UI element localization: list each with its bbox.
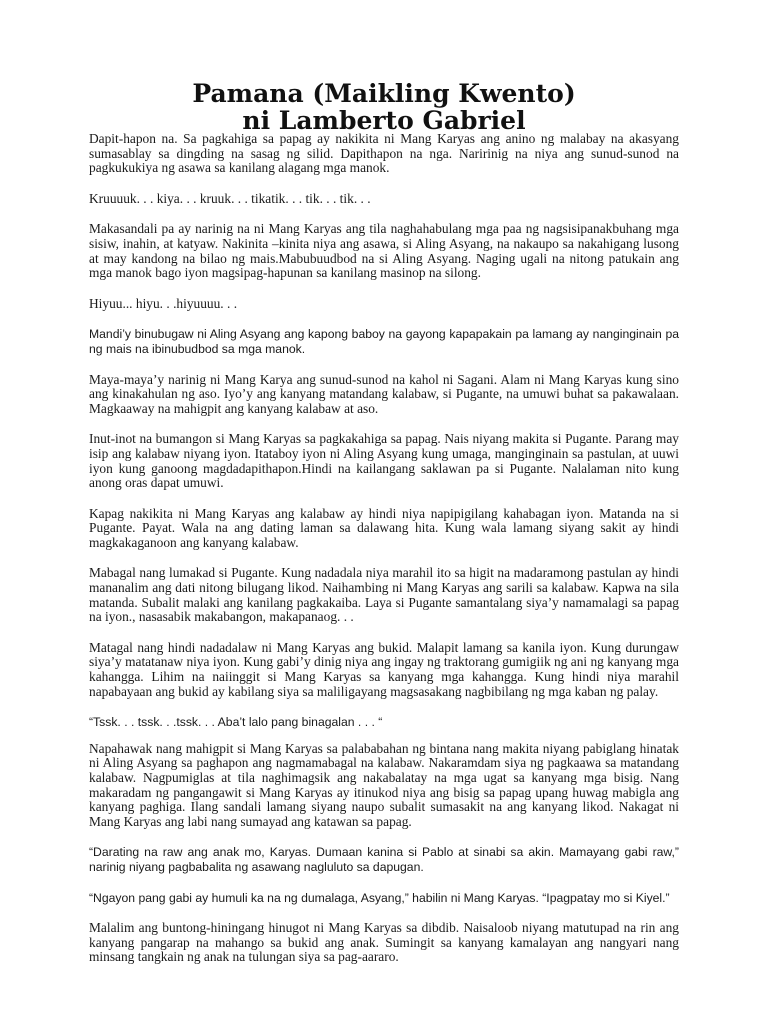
paragraph: Mabagal nang lumakad si Pugante. Kung nadadala niya marahil ito sa higit na madaramong pastulan ay hindi mananalim ang dati nitong bilugang likod. Naihambing ni Mang Karyas ang sarili sa kalabaw. Kapwa na sila matanda. Subalit malaki ang kanilang pagkakaiba. Laya si Pugante samantalang siya’y namamalagi sa papag na iyon., nasasabik makabangon, makapanaog. . . — [89, 565, 679, 625]
paragraph: Dapit-hapon na. Sa pagkahiga sa papag ay nakikita ni Mang Karyas ang anino ng malabay na akasyang sumasablay sa dingding na sasag ng silid. Dapithapon na nga. Naririnig na niya ang sunud-sunod na pagkukukiya ng asawa sa kanilang alagang mga manok. — [89, 131, 679, 176]
paragraph: “Ngayon pang gabi ay humuli ka na ng dumalaga, Asyang,” habilin ni Mang Karyas. “Ipagpatay mo si Kiyel.” — [89, 890, 670, 905]
paragraph: “Tssk. . . tssk. . .tssk. . . Aba’t lalo pang binagalan . . . “ — [89, 715, 383, 730]
paragraph: Napahawak nang mahigpit si Mang Karyas sa palababahan ng bintana nang makita niyang pabiglang hinatak ni Aling Asyang sa paghapon ang nagmamabagal na kalabaw. Nakaramdam siya ng pagkaawa sa matandang kalabaw. Nagpumiglas at tila naghimagsik ang nakabalatay na mga ugat sa kanyang mga bisig. Nang makaradam ng pangangawit si Mang Karyas ay itinukod niya ang bisig sa papag upang huwag mabigla ang kanyang paghiga. Ilang sandali lamang siyang naupo subalit sumasakit na ang kanyang likod. Nakagat ni Mang Karyas ang labi nang sumayad ang katawan sa papag. — [89, 740, 679, 829]
paragraph: Makasandali pa ay narinig na ni Mang Karyas ang tila naghahabulang mga paa ng nagsisipanakbuhang mga sisiw, inahin, at katyaw. Nakinita –kinita niya ang asawa, si Aling Asyang, na nakaupo sa nakahigang lusong at may kandong na bilao ng mais.Mabubuudbod na si Aling Asyang. Naging ugali na nitong patukain ang mga manok bago iyon magsipag-hapunan sa kanilang masinop na silong. — [89, 221, 679, 281]
document-author-line: ni Lamberto Gabriel — [242, 106, 526, 135]
story-body — [89, 132, 679, 981]
paragraph: Kapag nakikita ni Mang Karyas ang kalabaw ay hindi niya napipigilang kahabagan iyon. Matanda na si Pugante. Payat. Wala na ang dating laman sa dalawang hita. Kung wala lamang siyang sakit ay hindi magkakaganoon ang kanyang kalabaw. — [89, 505, 679, 550]
paragraph: Maya-maya’y narinig ni Mang Karya ang sunud-sunod na kahol ni Sagani. Alam ni Mang Karyas kung sino ang kinakahulan ng aso. Iyo’y ang kanyang matandang kalabaw, si Pugante, na umuwi buhat sa pakawalaan. Magkaaway na mahigpit ang kanyang kalabaw at aso. — [89, 371, 679, 416]
paragraph: Matagal nang hindi nadadalaw ni Mang Karyas ang bukid. Malapit lamang sa kanila iyon. Kung durungaw siya’y matatanaw niya iyon. Kung gabi’y dinig niya ang ingay ng traktorang gumigiik ng ani ng kanyang mga kahangga. Lihim na naiinggit si Mang Karyas sa kanyang mga kahangga. Kung hindi niya marahil napabayaan ang bukid ay kabilang siya sa maliligayang magsasakang nagbibilang ng mga kaban ng palay. — [89, 639, 679, 699]
paragraph: Inut-inot na bumangon si Mang Karyas sa pagkakahiga sa papag. Nais niyang makita si Pugante. Parang may isip ang kalabaw niyang iyon. Itataboy iyon ni Aling Asyang kung umaga, manginginain sa pastulan, at uuwi iyon kung ganoong magdadapithapon.Hindi na kailangang saklawan pa si Pugante. Nalalaman nito kung anong oras dapat umuwi. — [89, 431, 679, 491]
paragraph: Malalim ang buntong-hiningang hinugot ni Mang Karyas sa dibdib. Naisaloob niyang matutupad na rin ang kanyang pangarap na mahango sa bukid ang anak. Sumingit sa kanyang kamalayan ang nangyari nang minsang tangkain ng anak na tulungan siya sa pag-aararo. — [89, 920, 679, 965]
paragraph: “Darating na raw ang anak mo, Karyas. Dumaan kanina si Pablo at sinabi sa akin. Mamayang gabi raw,” narinig niyang pagbabalita ng asawang nagluluto sa dapugan. — [89, 845, 679, 874]
document-title: Pamana (Maikling Kwento) — [192, 79, 576, 108]
paragraph: Mandi’y binubugaw ni Aling Asyang ang kapong baboy na gayong kapapakain pa lamang ay nanginginain pa ng mais na ibinubudbod sa mga manok. — [89, 327, 679, 356]
paragraph: Hiyuu... hiyu. . .hiyuuuu. . . — [89, 295, 238, 311]
paragraph: Kruuuuk. . . kiya. . . kruuk. . . tikatik. . . tik. . . tik. . . — [89, 190, 371, 206]
